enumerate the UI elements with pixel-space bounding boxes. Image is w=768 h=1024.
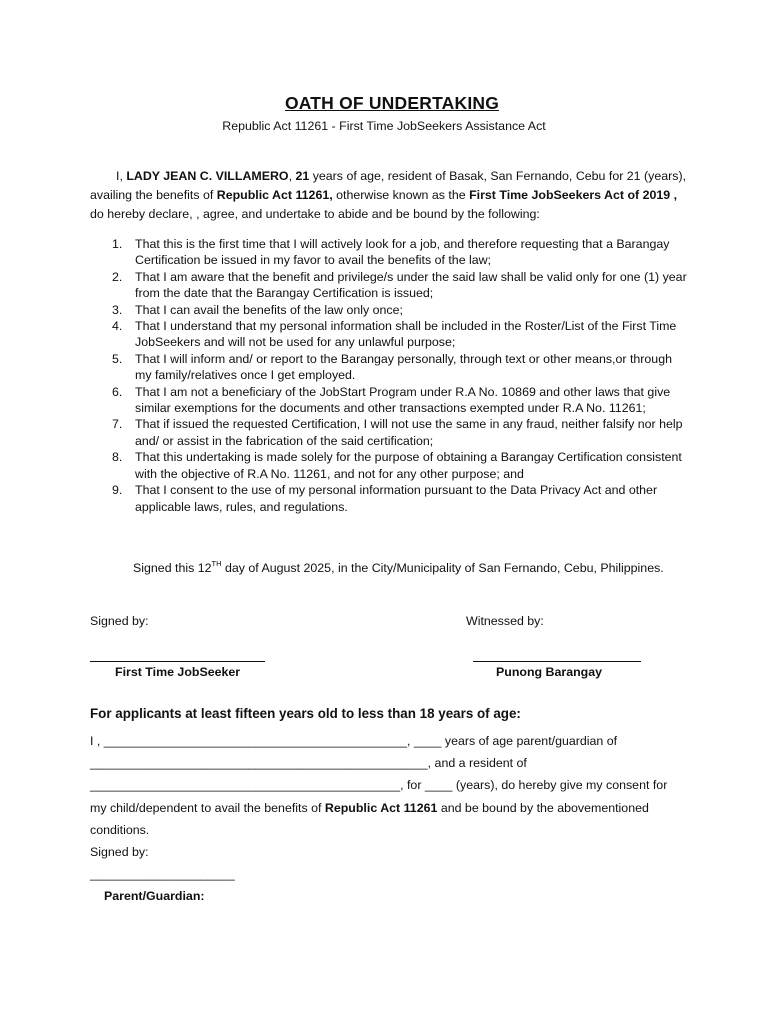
- condition-text: That I can avail the benefits of the law only once;: [135, 302, 403, 317]
- intro-text: I,: [116, 169, 127, 183]
- condition-text: That I am not a beneficiary of the JobStart Program under R.A No. 10869 and other laws that give similar exemptions for the documents and other transactions exempted under R.A No. 11261;: [135, 384, 671, 416]
- intro-paragraph: [90, 167, 690, 224]
- consent-line: I , ____________________________________________, ____ years of age parent/guardian of: [90, 734, 618, 748]
- consent-line: [90, 797, 690, 819]
- condition-number: 4.: [112, 319, 123, 334]
- intro-text: ,: [288, 169, 296, 183]
- condition-number: 7.: [112, 417, 123, 432]
- signed-text: day of August 2025, in the City/Municipality of San Fernando, Cebu, Philippines.: [221, 561, 664, 575]
- condition-text: That this undertaking is made solely for the purpose of obtaining a Barangay Certification consistent with the objective of R.A No. 11261, and not for any other purpose; and: [135, 450, 682, 481]
- condition-text: That this is the first time that I will actively look for a job, and therefore requesting that a Barangay Certification be issued in my favor to avail the benefits of the law;: [135, 237, 670, 268]
- condition-item: [90, 236, 690, 269]
- condition-text: That I will inform and/ or report to the Barangay personally, through text or other means,or through my family/relatives once I get employed.: [135, 351, 672, 383]
- condition-number: 6.: [112, 384, 123, 399]
- intro-text: do hereby declare, , agree, and undertake to abide and be bound by the following:: [90, 207, 540, 221]
- condition-item: [90, 302, 690, 318]
- consent-text: my child/dependent to avail the benefits of: [90, 800, 325, 815]
- parental-consent-paragraph: [90, 730, 690, 908]
- condition-item: [90, 269, 690, 302]
- jobseeker-label: First Time JobSeeker: [115, 665, 241, 679]
- condition-number: 2.: [112, 269, 123, 284]
- condition-text: That if issued the requested Certification, I will not use the same in any fraud, neither falsify nor help and/ or assist in the fabrication of the said certification;: [135, 417, 683, 448]
- signed-by-label: Signed by:: [90, 614, 149, 628]
- consent-line: conditions.: [90, 822, 150, 837]
- act-reference: Republic Act 11261,: [216, 188, 333, 202]
- applicant-name: LADY JEAN C. VILLAMERO: [126, 169, 289, 183]
- conditions-list: [90, 236, 690, 515]
- parent-signature-line: _____________________: [90, 867, 235, 882]
- parent-signed-by-label: Signed by:: [90, 845, 149, 860]
- condition-number: 3.: [112, 302, 123, 317]
- condition-number: 1.: [112, 237, 123, 251]
- condition-text: That I am aware that the benefit and privilege/s under the said law shall be valid only for one (1) year from the date that the Barangay Certification is issued;: [135, 269, 687, 301]
- condition-item: [90, 449, 690, 482]
- punong-signature-line: [473, 661, 641, 662]
- document-title: OATH OF UNDERTAKING: [284, 93, 500, 113]
- condition-number: 5.: [112, 351, 123, 366]
- minor-section-heading: For applicants at least fifteen years old to less than 18 years of age:: [90, 706, 521, 721]
- act-reference: Republic Act 11261: [324, 800, 438, 815]
- consent-text: and be bound by the abovementioned: [437, 800, 649, 815]
- condition-item: [90, 351, 690, 384]
- intro-text: years of age, resident of Basak, San Fernando, Cebu for 21 (years), availing the benefits of: [90, 169, 687, 202]
- jobseeker-signature-line: [90, 661, 265, 662]
- condition-number: 9.: [112, 483, 123, 498]
- parent-guardian-label: Parent/Guardian:: [104, 889, 205, 904]
- applicant-age: 21: [295, 169, 310, 183]
- condition-item: [90, 416, 690, 449]
- consent-line: _____________________________________________, for ____ (years), do hereby give my consent for: [90, 778, 668, 793]
- condition-item: [90, 482, 690, 515]
- condition-text: That I consent to the use of my personal information pursuant to the Data Privacy Act and other applicable laws, rules, and regulations.: [135, 483, 658, 514]
- intro-text: otherwise known as the: [332, 188, 470, 202]
- punong-barangay-label: Punong Barangay: [496, 665, 603, 679]
- document-subtitle: Republic Act 11261 - First Time JobSeekers Assistance Act: [222, 119, 546, 133]
- witnessed-by-label: Witnessed by:: [466, 614, 544, 628]
- condition-text: That I understand that my personal information shall be included in the Roster/List of the First Time JobSeekers and will not be used for any unlawful purpose;: [135, 319, 677, 350]
- condition-item: [90, 384, 690, 417]
- signed-date-statement: [133, 561, 693, 575]
- condition-item: [90, 318, 690, 351]
- day-suffix: TH: [211, 559, 222, 568]
- act-name: First Time JobSeekers Act of 2019 ,: [469, 188, 678, 202]
- condition-number: 8.: [112, 450, 123, 465]
- consent-line: _________________________________________________, and a resident of: [90, 756, 527, 771]
- signed-text: Signed this 12: [133, 561, 212, 575]
